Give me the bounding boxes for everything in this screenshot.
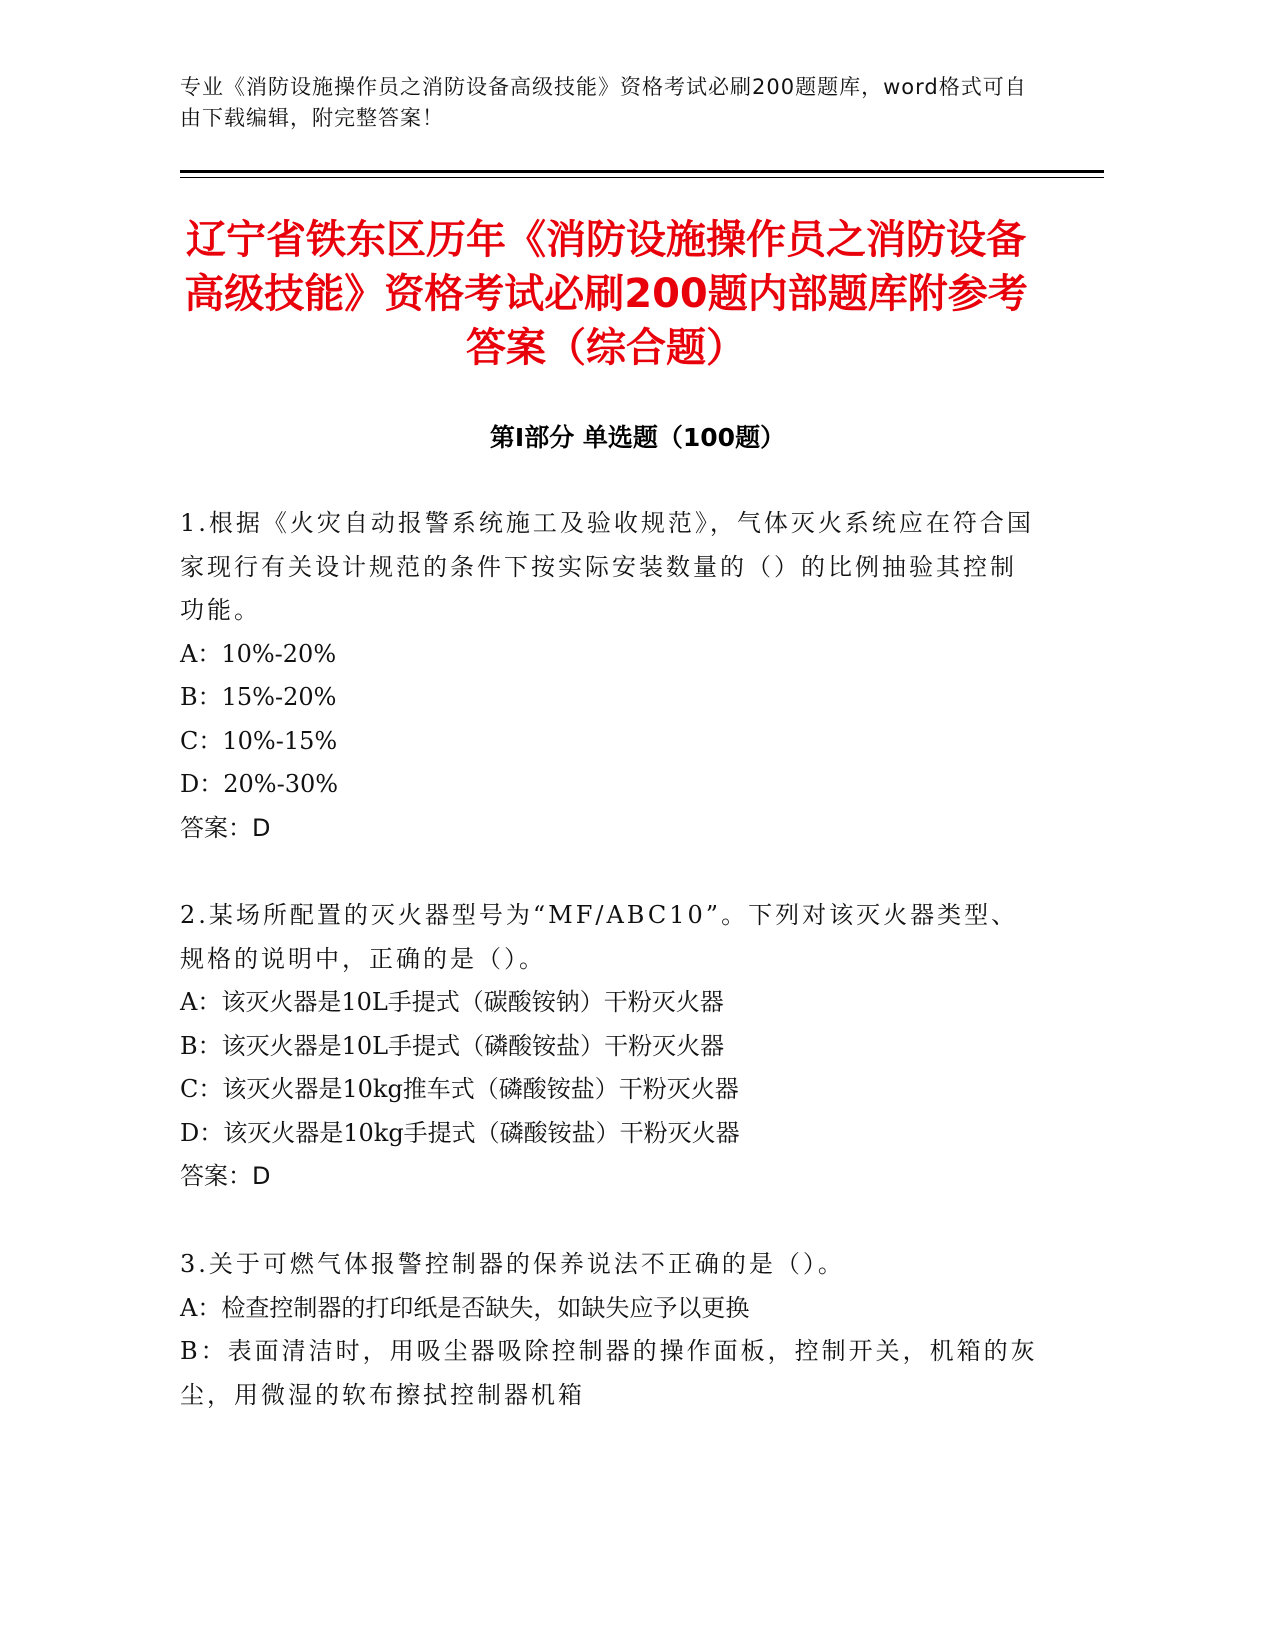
option-b: B：表面清洁时，用吸尘器吸除控制器的操作面板，控制开关，机箱的灰尘，用微湿的软布擦拭控制器机箱 — [180, 1337, 1038, 1409]
document-title: 辽宁省铁东区历年《消防设施操作员之消防设备高级技能》资格考试必刷200题内部题库附参考答案（综合题） — [184, 217, 1028, 371]
option-c: C：10%-15% — [180, 726, 338, 755]
option-a: A：检查控制器的打印纸是否缺失，如缺失应予以更换 — [180, 1293, 750, 1322]
question-stem: 3.关于可燃气体报警控制器的保养说法不正确的是（）。 — [180, 1250, 845, 1278]
question-2 — [180, 894, 1040, 1199]
option-a: A：该灭火器是10L手提式（碳酸铵钠）干粉灭火器 — [180, 988, 724, 1016]
answer: 答案：D — [180, 813, 271, 842]
option-d: D：该灭火器是10kg手提式（磷酸铵盐）干粉灭火器 — [180, 1118, 740, 1147]
question-1 — [180, 502, 1040, 850]
intro-text: 专业《消防设施操作员之消防设备高级技能》资格考试必刷200题题库，word格式可自由下载编辑，附完整答案！ — [180, 75, 1027, 130]
question-stem: 2.某场所配置的灭火器型号为“MF/ABC10”。下列对该灭火器类型、规格的说明中，正确的是（）。 — [180, 901, 1019, 973]
question-3 — [180, 1243, 1040, 1417]
header-divider — [180, 170, 1104, 173]
question-stem: 1.根据《火灾自动报警系统施工及验收规范》，气体灭火系统应在符合国家现行有关设计规范的条件下按实际安装数量的（）的比例抽验其控制功能。 — [180, 509, 1034, 624]
section-heading: 第Ⅰ部分 单选题（100题） — [489, 423, 786, 452]
option-b: B：15%-20% — [180, 683, 337, 711]
option-b: B：该灭火器是10L手提式（磷酸铵盐）干粉灭火器 — [180, 1031, 725, 1060]
header-divider-thin — [180, 177, 1104, 178]
option-a: A：10%-20% — [180, 639, 337, 668]
option-d: D：20%-30% — [180, 770, 339, 798]
answer: 答案：D — [180, 1162, 271, 1190]
option-c: C：该灭火器是10kg推车式（磷酸铵盐）干粉灭火器 — [180, 1075, 739, 1103]
